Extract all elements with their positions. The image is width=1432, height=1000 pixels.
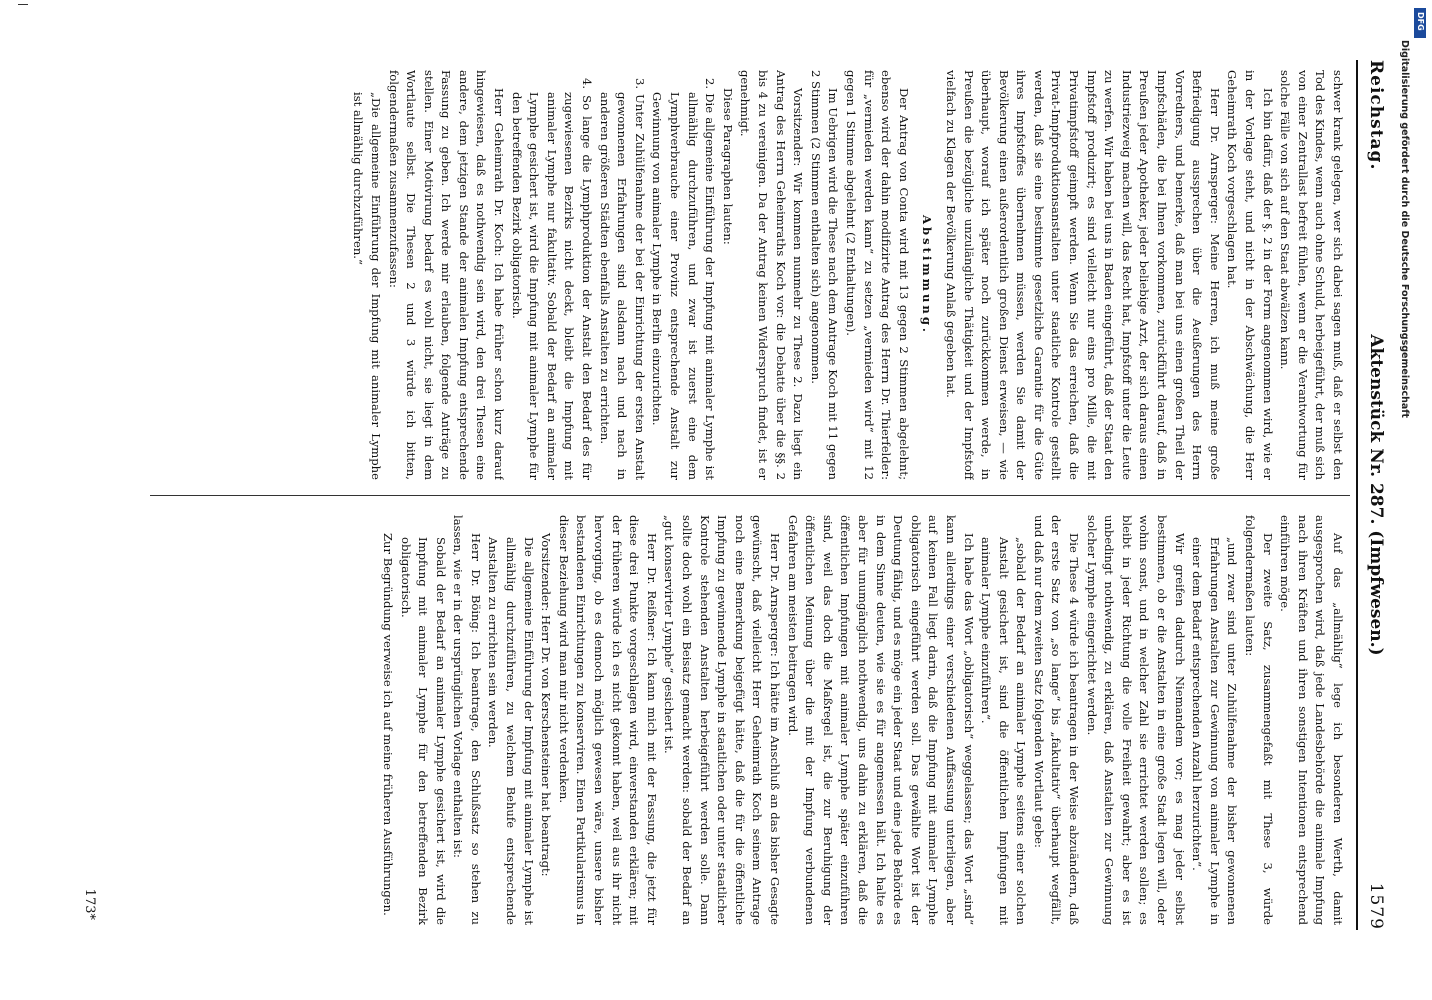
dfg-logo-text: DFG	[1416, 12, 1425, 31]
dfg-logo	[1414, 8, 1426, 38]
quotation: Sobald der Bedarf an animaler Lymphe gesichert ist, wird die Impfung mit animaler Lymphe für den betreffenden Bezirk obligatorisch.	[398, 537, 448, 925]
paragraph: Herr Dr. Arnsperger: Ich hätte im Anschluß an das bisher Gesagte gewünscht, daß vielleicht Herr Geheimrath Koch seinem Antrage noch eine Bemerkung beigefügt hätte, daß die für die öffentliche Impfung zu gewinnende Lymphe in staatlichen oder unter staatlicher Kontrole stehenden Anstalten herbeigeführt werden solle. Dann sollte doch wohl ein Beisatz gemacht werden: sobald der Bedarf an „gut konservirter Lymphe“ gesichert ist.	[662, 515, 782, 925]
quotation: „und zwar sind unter Zuhülfenahme der bisher gewonnenen Erfahrungen Anstalten zur Gewinnung von animaler Lymphe in einer dem Bedarf entsprechenden Anzahl herzurichten“.	[1190, 537, 1240, 925]
numbered-item: 3. Unter Zuhülfenahme der bei der Einrichtung der ersten Anstalt gewonnenen Erfahrungen sind alsdann nach und nach in anderen größeren Städten ebenfalls Anstalten zu errichten.	[597, 78, 647, 480]
paragraph: schwer krank gelegen, wer sich dabei sagen muß, daß er selbst den Tod des Kindes, wenn auch ohne Schuld, herbeigeführt, der muß sich von einer Zentrallast befreit fühlen, wenn er die Verantwortung für solche Fälle von sich auf den Staat abwälzen kann.	[1278, 70, 1345, 480]
paragraph: Herr Dr. Arnsperger: Meine Herren, ich muß meine große Befriedigung aussprechen über die Aeußerungen des Herrn Vorredners, und bemerke, daß man bei uns einen großen Theil der Impfschäden, die bei Ihnen vorkommen, zurückführt darauf, daß in Preußen jeder Apotheker, jeder beliebige Arzt, der sich daraus einen Industriezweig machen will, das Recht hat, Impfstoff unter die Leute zu werfen. Wir haben bei uns in Baden eingeführt, daß der Staat den Impfstoff produzirt; es sind vielleicht nur eins pro Mille, die mit Privatimpfstoff geimpft werden. Wenn Sie das erreichen, daß die Privat-Impfproduktionsanstalten unter staatliche Kontrole gestellt werden, daß sie eine bestimmte gesetzliche Garantie für die Güte ihres Impfstoffes übernehmen müssen, werden Sie damit der Bevölkerung einen außerordentlich großen Dienst erweisen, — wie überhaupt, worauf ich später noch zurückkommen werde, in Preußen die bezügliche unzulängliche Thätigkeit und der Impfstoff vielfach zu Klagen der Bevölkerung Anlaß gegeben hat.	[943, 70, 1222, 480]
paragraph: Vorsitzender: Wir kommen nunmehr zu These 2. Dazu liegt ein Antrag des Herrn Geheimraths Koch vor: die Debatte über die §§. 2 bis 4 zu vereinigen. Da der Antrag keinen Widerspruch findet, ist er genehmigt.	[738, 70, 806, 480]
paragraph: Ich bin dafür, daß der §. 2 in der Form angenommen wird, wie er in der Vorlage steht, und nicht in der Abschwächung, die Herr Geheimrath Koch vorgeschlagen hat.	[1225, 70, 1275, 480]
signature-mark: 173*	[82, 888, 97, 920]
quotation: „Die allgemeine Einführung der Impfung mit animaler Lymphe ist allmählig durchzuführen.“	[351, 92, 383, 480]
page-header	[1360, 60, 1390, 930]
quotation: „sobald der Bedarf an animaler Lymphe seitens einer solchen Anstalt gesichert ist, sind die öffentlichen Impfungen mit animaler Lymphe einzuführen“.	[979, 537, 1029, 925]
section-heading: Abstimmung.	[920, 215, 935, 335]
digitization-note: Digitalisierung gefördert durch die Deutsche Forschungsgemeinschaft	[1399, 40, 1410, 418]
header-left: Reichstag.	[1366, 60, 1386, 171]
quotation: Die allgemeine Einführung der Impfung mit animaler Lymphe ist allmählig durchzuführen, zu welchem Behufe entsprechende Anstalten zu errichten sein werden.	[486, 537, 536, 925]
page-number: 1579	[1366, 882, 1386, 930]
paragraph: Wir greifen dadurch Niemandem vor; es mag jeder selbst bestimmen, ob er die Anstalten in eine große Stadt legen will, oder wohin sonst, und in welcher Zahl sie errichtet werden sollen; es bleibt in jeder Richtung die volle Freiheit gewahrt; aber es ist unbedingt nothwendig, zu erklären, daß Anstalten zur Gewinnung solcher Lymphe eingerichtet werden.	[1084, 515, 1187, 925]
scan-corner-mark	[18, 0, 28, 5]
paragraph: Diese Paragraphen lauten:	[720, 88, 735, 245]
header-title: Aktenstück Nr. 287. (Impfwesen.)	[1366, 334, 1386, 656]
column-left	[116, 70, 1346, 480]
paragraph: Herr Dr. Böing: Ich beantrage, den Schlußsatz so stehen zu lassen, wie er in der ursprünglichen Vorlage enthalten ist:	[451, 515, 483, 925]
paragraph: Zur Begründung verweise ich auf meine früheren Ausführungen.	[380, 533, 395, 916]
paragraph: Ich habe das Wort „obligatorisch“ weggelassen; das Wort „sind“ kann allerdings einer verschiedenen Auffassung unterliegen, aber auf keinen Fall liegt darin, daß die Impfung mit animaler Lymphe obligatorisch eingeführt werden soll. Das gewählte Wort ist der Deutung fähig, und es möge ein jeder Staat und eine jede Behörde es in dem Sinne deuten, wie sie es für angemessen hält. Ich halte es aber für unumgänglich nothwendig, uns dahin zu erklären, daß die öffentlichen Impfungen mit animaler Lymphe später einzuführen sind, weil das doch die Maßregel ist, die zur Beruhigung der öffentlichen Meinung über die mit der Impfung verbundenen Gefahren am meisten beitragen wird.	[785, 515, 976, 925]
paragraph: Der Antrag von Conta wird mit 13 gegen 2 Stimmen abgelehnt; ebenso wird der dahin modifizirte Antrag des Herrn Dr. Thierfelder: für „vermieden werden kann“ zu setzen „vermieden wird“ mit 12 gegen 1 Stimme abgelehnt (2 Enthaltungen).	[843, 70, 911, 480]
paragraph: Herr Geheimrath Dr. Koch: Ich habe früher schon kurz darauf hingewiesen, daß es nothwendig sein wird, den drei Thesen eine andere, dem jetzigen Stande der animalen Impfung entsprechende Fassung zu geben. Ich werde mir erlauben, folgende Anträge zu stellen. Einer Motivirung bedarf es wohl nicht, sie liegt in dem Wortlaute selbst. Die Thesen 2 und 3 würde ich bitten, folgendermaßen zusammenzufassen:	[386, 70, 507, 480]
paragraph: Vorsitzender: Herr Dr. von Kerschensteiner hat beantragt:	[539, 533, 554, 877]
document-page	[60, 30, 1410, 960]
numbered-item: 4. So lange die Lymphproduktion der Anstalt den Bedarf des für zugewiesenen Bezirks nicht deckt, bleibt die Impfung mit animaler Lymphe nur fakultativ. Sobald der Bedarf an animaler Lymphe gesichert ist, wird die Impfung mit animaler Lymphe für den betreffenden Bezirk obligatorisch.	[509, 78, 595, 480]
paragraph: Im Uebrigen wird die These nach dem Antrage Koch mit 11 gegen 2 Stimmen (2 Stimmen enthalten sich) angenommen.	[808, 70, 841, 480]
header-rule	[1356, 60, 1358, 930]
paragraph: Herr Dr. Reißner: Ich kann mich mit der Fassung, die jetzt für diese drei Punkte vorgeschlagen wird, einverstanden erklären; mit der früheren würde ich es nicht gekonnt haben, weil aus ihr nicht hervorging, ob es dennoch möglich gewesen wäre, unsere bisher bestandenen Einrichtungen zu konserviren. Einen Partikularismus in dieser Beziehung wird man mir nicht verdenken.	[556, 515, 659, 925]
numbered-item: 2. Die allgemeine Einführung der Impfung mit animaler Lymphe ist allmählig durchzuführen, und zwar ist zuerst eine dem Lymphverbrauche einer Provinz entsprechende Anstalt zur Gewinnung von animaler Lymphe in Berlin einzurichten.	[650, 78, 718, 480]
column-divider	[150, 495, 1350, 496]
paragraph: Die These 4 würde ich beantragen in der Weise abzuändern, daß der erste Satz von „so lange“ bis „fakultativ“ überhaupt wegfällt, und daß nur dem zweiten Satz folgenden Wortlaut gebe:	[1031, 515, 1082, 925]
column-right	[116, 515, 1346, 925]
paragraph: Auf das „allmählig“ lege ich besonderen Werth, damit ausgesprochen wird, daß jede Landesbehörde die animale Impfung nach ihren Kräften und ihren sonstigen Intentionen entsprechend einführen möge.	[1278, 515, 1345, 925]
paragraph: Der zweite Satz, zusammengefaßt mit These 3, würde folgendermaßen lauten:	[1243, 515, 1275, 925]
